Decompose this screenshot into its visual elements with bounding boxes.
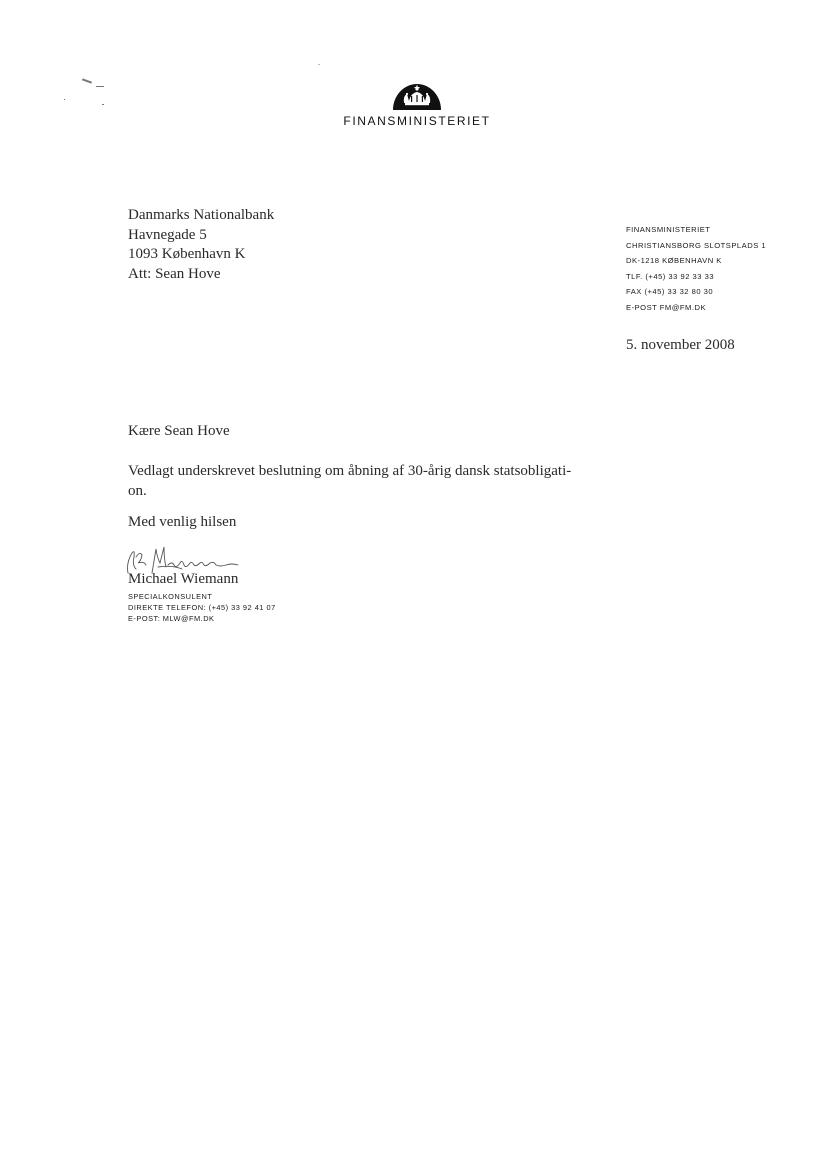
signer-details: [128, 591, 276, 625]
scan-speck: [96, 86, 104, 87]
sender-line: CHRISTIANSBORG SLOTSPLADS 1: [626, 240, 767, 250]
sender-line: FINANSMINISTERIET: [626, 225, 711, 234]
letter-date: 5. november 2008: [626, 337, 735, 353]
signer-email: E-POST: MLW@FM.DK: [128, 614, 215, 624]
recipient-line: 1093 København K: [128, 246, 246, 262]
body-line: Vedlagt underskrevet beslutning om åbning af 30-årig dansk statsobligati-: [128, 463, 572, 479]
scan-speck: [102, 104, 104, 105]
scan-speck: [82, 78, 92, 83]
recipient-line: Havnegade 5: [128, 226, 207, 243]
closing: Med venlig hilsen: [128, 514, 237, 530]
signer-name: Michael Wiemann: [128, 571, 239, 587]
signer-direct-phone: DIREKTE TELEFON: (+45) 33 92 41 07: [128, 603, 276, 613]
scan-speck: [64, 99, 65, 100]
sender-line: E-POST FM@FM.DK: [626, 302, 707, 312]
recipient-line: Att: Sean Hove: [128, 265, 221, 282]
recipient-address: [128, 206, 274, 284]
recipient-line: Danmarks Nationalbank: [128, 207, 275, 223]
sender-line: DK-1218 KØBENHAVN K: [626, 256, 722, 266]
sender-line: TLF. (+45) 33 92 33 33: [626, 271, 715, 281]
signer-title: SPECIALKONSULENT: [128, 592, 213, 601]
crown-emblem-icon: [391, 80, 443, 110]
salutation: Kære Sean Hove: [128, 423, 230, 439]
scan-speck: [318, 64, 320, 65]
sender-address: [626, 222, 766, 316]
body-line: on.: [128, 483, 147, 499]
ministry-logo: [334, 80, 500, 128]
letter-body: [128, 461, 608, 501]
sender-line: FAX (+45) 33 32 80 30: [626, 287, 714, 297]
ministry-name: FINANSMINISTERIET: [343, 114, 491, 128]
